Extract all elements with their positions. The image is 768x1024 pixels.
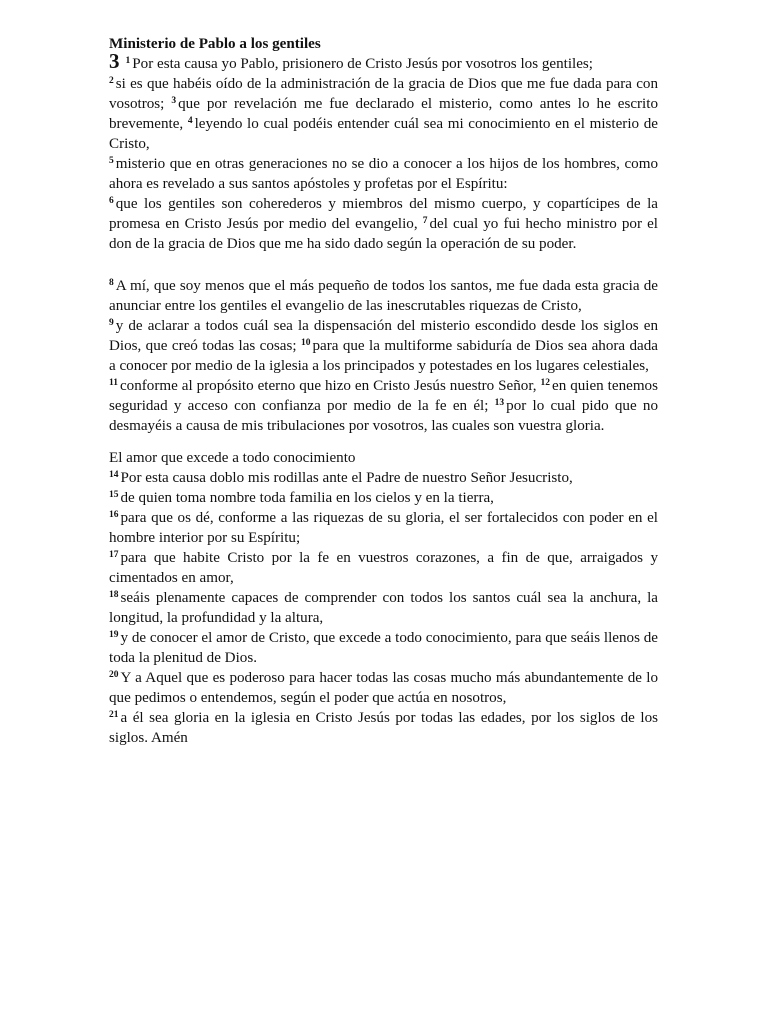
verse-text: por lo cual pido que no desmayéis a causa de mis tribulaciones por vosotros, las cuales son vuestra gloria.: [109, 398, 659, 434]
verse-number: 14: [109, 470, 119, 480]
verse-21: [109, 708, 658, 748]
verse-number: 16: [109, 510, 119, 520]
paragraph-gap: [109, 254, 658, 276]
verse-number: 12: [540, 378, 550, 388]
verse-number: 20: [109, 670, 119, 680]
verse-text: Por esta causa doblo mis rodillas ante el Padre de nuestro Señor Jesucristo,: [120, 470, 573, 486]
verse-18: [109, 588, 658, 628]
verse-text: de quien toma nombre toda familia en los cielos y en la tierra,: [120, 490, 494, 506]
chapter-number: 3: [109, 49, 120, 73]
verse-block-2-4: [109, 74, 658, 154]
verse-number: 1: [125, 56, 131, 66]
verse-text: para que os dé, conforme a las riquezas de su gloria, el ser fortalecidos con poder en el hombre interior por su Espíritu;: [109, 510, 658, 546]
verse-number: 4: [187, 116, 193, 126]
verse-number: 3: [171, 96, 177, 106]
verse-number: 17: [109, 550, 119, 560]
verse-text: A mí, que soy menos que el más pequeño de todos los santos, me fue dada esta gracia de anunciar entre los gentiles el evangelio de las inescrutables riquezas de Cristo,: [109, 278, 658, 314]
verse-number: 18: [109, 590, 119, 600]
verse-text: a él sea gloria en la iglesia en Cristo Jesús por todas las edades, por los siglos de los siglos. Amén: [109, 710, 658, 746]
verse-1: [109, 49, 658, 74]
verse-text: en quien tenemos seguridad y acceso con confianza por medio de la fe en él;: [109, 378, 658, 414]
verse-20: [109, 668, 658, 708]
subheading: El amor que excede a todo conocimiento: [109, 450, 356, 466]
verse-text: leyendo lo cual podéis entender cuál sea mi conocimiento en el misterio de Cristo,: [109, 116, 658, 152]
verse-number: 9: [109, 318, 114, 328]
verse-block-9-10: [109, 316, 658, 376]
verse-5: [109, 154, 658, 194]
verse-text: Y a Aquel que es poderoso para hacer todas las cosas mucho más abundantemente de lo que pedimos o entendemos, según el poder que actúa en nosotros,: [109, 670, 658, 706]
verse-text: para que habite Cristo por la fe en vuestros corazones, a fin de que, arraigados y cimentados en amor,: [109, 550, 658, 586]
verse-text: que los gentiles son coherederos y miembros del mismo cuerpo, y copartícipes de la promesa en Cristo Jesús por medio del evangelio,: [109, 196, 658, 232]
verse-15: [109, 488, 658, 508]
verse-number: 10: [300, 338, 311, 348]
verse-text: y de conocer el amor de Cristo, que excede a todo conocimiento, para que seáis llenos de toda la plenitud de Dios.: [109, 630, 658, 666]
verse-17: [109, 548, 658, 588]
section-heading: Ministerio de Pablo a los gentiles: [109, 36, 321, 52]
paragraph-gap: [109, 436, 658, 448]
verse-number: 11: [109, 378, 118, 388]
verse-number: 2: [109, 76, 114, 86]
verse-number: 5: [109, 156, 114, 166]
verse-block-11-13: [109, 376, 658, 436]
verse-text: seáis plenamente capaces de comprender con todos los santos cuál sea la anchura, la longitud, la profundidad y la altura,: [109, 590, 658, 626]
verse-text: si es que habéis oído de la administración de la gracia de Dios que me fue dada para con vosotros;: [109, 76, 658, 112]
verse-text: y de aclarar a todos cuál sea la dispensación del misterio escondido desde los siglos en Dios, que creó todas las cosas;: [109, 318, 658, 354]
document-page: [109, 34, 658, 748]
verse-number: 6: [109, 196, 114, 206]
verse-number: 19: [109, 630, 119, 640]
verse-block-6-7: [109, 194, 658, 254]
verse-16: [109, 508, 658, 548]
verse-text: del cual yo fui hecho ministro por el don de la gracia de Dios que me ha sido dado según la operación de su poder.: [109, 216, 658, 252]
verse-14: [109, 468, 658, 488]
verse-text: misterio que en otras generaciones no se dio a conocer a los hijos de los hombres, como ahora es revelado a sus santos apóstoles y profetas por el Espíritu:: [109, 156, 658, 192]
verse-text: Por esta causa yo Pablo, prisionero de Cristo Jesús por vosotros los gentiles;: [132, 56, 593, 72]
verse-number: 7: [422, 216, 428, 226]
verse-8: [109, 276, 658, 316]
verse-text: que por revelación me fue declarado el misterio, como antes lo he escrito brevemente,: [109, 96, 658, 132]
verse-number: 21: [109, 710, 119, 720]
verse-19: [109, 628, 658, 668]
verse-text: conforme al propósito eterno que hizo en Cristo Jesús nuestro Señor,: [119, 378, 537, 394]
verse-number: 13: [494, 398, 505, 408]
verse-text: para que la multiforme sabiduría de Dios sea ahora dada a conocer por medio de la iglesia a los principados y potestades en los lugares celestiales,: [109, 338, 658, 374]
verse-number: 8: [109, 278, 114, 288]
verse-number: 15: [109, 490, 119, 500]
